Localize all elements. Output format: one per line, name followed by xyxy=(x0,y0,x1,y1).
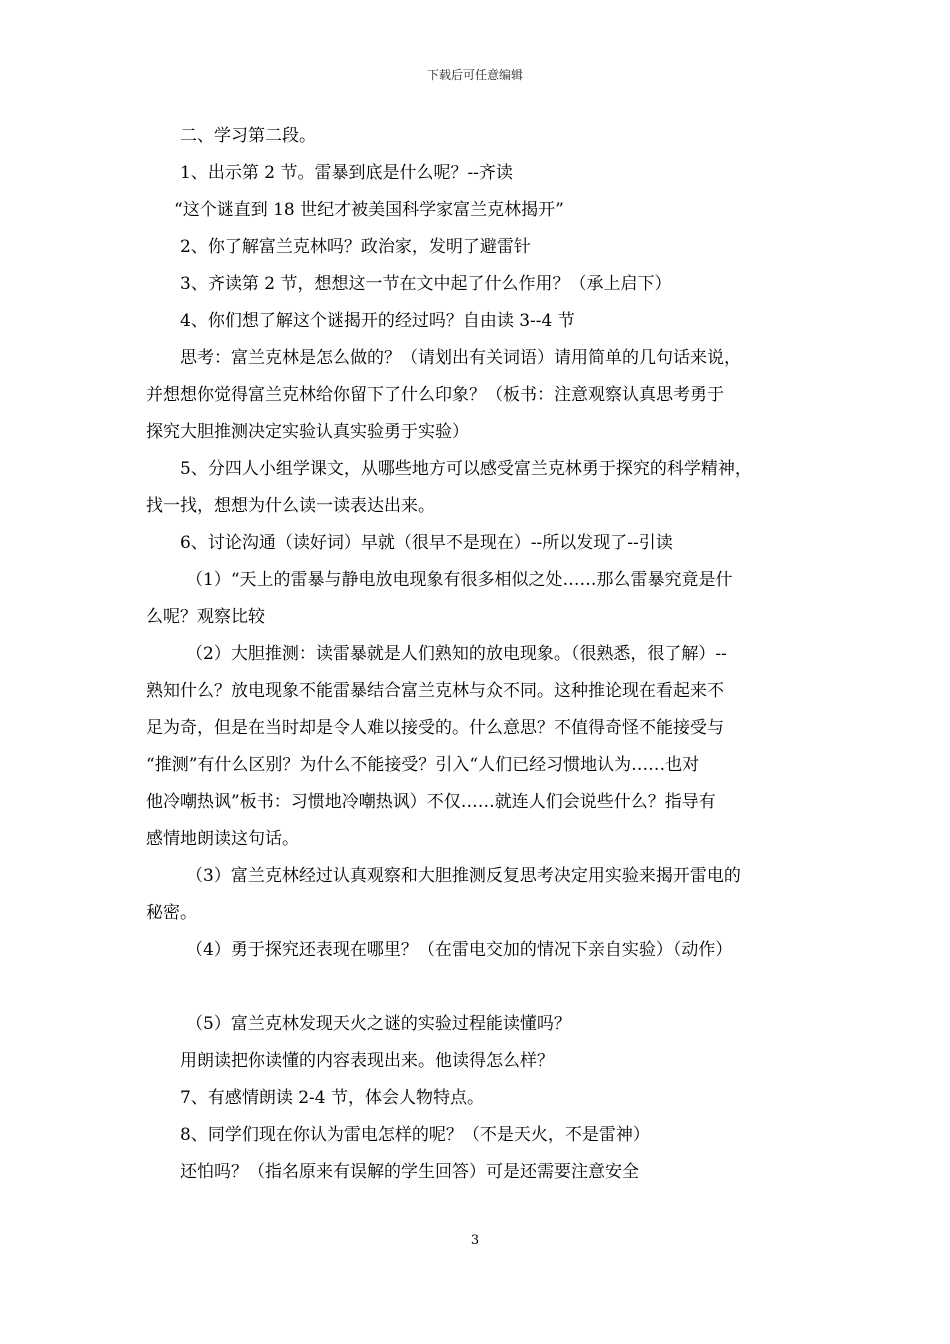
paragraph-line: 5、分四人小组学课文，从哪些地方可以感受富兰克林勇于探究的科学精神， xyxy=(180,459,752,479)
paragraph-line: “推测”有什么区别？为什么不能接受？引入“人们已经习惯地认为……也对 xyxy=(146,755,700,775)
paragraph-line: 探究大胆推测决定实验认真实验勇于实验） xyxy=(146,422,469,442)
page-number: 3 xyxy=(470,1233,480,1248)
paragraph-line: 还怕吗？（指名原来有误解的学生回答）可是还需要注意安全 xyxy=(180,1162,639,1182)
paragraph-line: （1）“天上的雷暴与静电放电现象有很多相似之处……那么雷暴究竟是什 xyxy=(186,570,733,590)
paragraph-line: 6、讨论沟通（读好词）早就（很早不是现在）--所以发现了--引读 xyxy=(180,533,673,553)
paragraph-line: 1、出示第 2 节。雷暴到底是什么呢？--齐读 xyxy=(180,163,513,183)
paragraph-line: （4）勇于探究还表现在哪里？（在雷电交加的情况下亲自实验）（动作） xyxy=(186,940,733,960)
paragraph-line: 足为奇，但是在当时却是令人难以接受的。什么意思？不值得奇怪不能接受与 xyxy=(146,718,724,738)
paragraph-line: （2）大胆推测：读雷暴就是人们熟知的放电现象。（很熟悉，很了解）-- xyxy=(186,644,727,664)
paragraph-line: 7、有感情朗读 2-4 节，体会人物特点。 xyxy=(180,1088,484,1108)
paragraph-line: 他冷嘲热讽”板书：习惯地冷嘲热讽）不仅……就连人们会说些什么？指导有 xyxy=(146,792,716,812)
quote-line: “这个谜直到 18 世纪才被美国科学家富兰克林揭开” xyxy=(174,200,564,220)
section-heading: 二、学习第二段。 xyxy=(180,126,316,146)
paragraph-line: 感情地朗读这句话。 xyxy=(146,829,299,849)
paragraph-line: 3、齐读第 2 节，想想这一节在文中起了什么作用？（承上启下） xyxy=(180,274,672,294)
paragraph-line: 找一找，想想为什么读一读表达出来。 xyxy=(146,496,435,516)
paragraph-line: 2、你了解富兰克林吗？政治家，发明了避雷针 xyxy=(180,237,531,257)
page-header-note: 下载后可任意编辑 xyxy=(426,68,523,82)
paragraph-line: 熟知什么？放电现象不能雷暴结合富兰克林与众不同。这种推论现在看起来不 xyxy=(146,681,724,701)
paragraph-line: 并想想你觉得富兰克林给你留下了什么印象？（板书：注意观察认真思考勇于 xyxy=(146,385,724,405)
paragraph-line: （5）富兰克林发现天火之谜的实验过程能读懂吗？ xyxy=(186,1014,571,1034)
paragraph-line: 用朗读把你读懂的内容表现出来。他读得怎么样？ xyxy=(180,1051,554,1071)
paragraph-line: 秘密。 xyxy=(146,903,197,923)
document-body xyxy=(146,118,814,1191)
blank-line xyxy=(146,969,814,1006)
paragraph-line: 思考：富兰克林是怎么做的？（请划出有关词语）请用简单的几句话来说， xyxy=(180,348,741,368)
paragraph-line: （3）富兰克林经过认真观察和大胆推测反复思考决定用实验来揭开雷电的 xyxy=(186,866,741,886)
paragraph-line: 4、你们想了解这个谜揭开的经过吗？自由读 3--4 节 xyxy=(180,311,575,331)
paragraph-line: 8、同学们现在你认为雷电怎样的呢？（不是天火，不是雷神） xyxy=(180,1125,650,1145)
paragraph-line: 么呢？观察比较 xyxy=(146,607,265,627)
